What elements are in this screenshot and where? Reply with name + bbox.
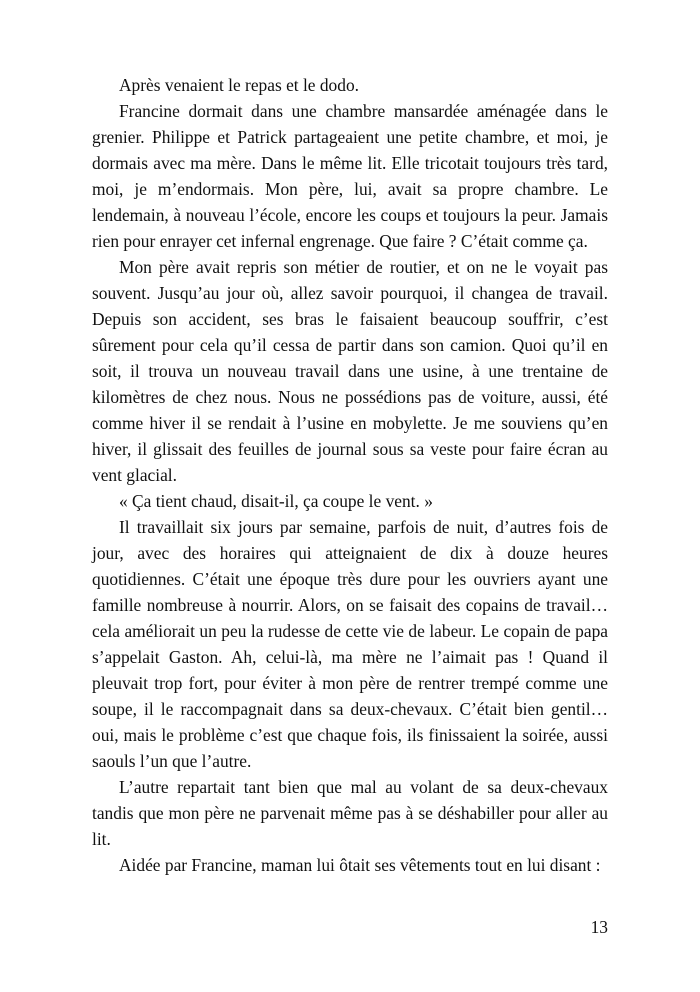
page-body (92, 72, 608, 878)
paragraph: Il travaillait six jours par semaine, parfois de nuit, d’autres fois de jour, avec des horaires qui atteignaient de dix à douze heures quotidiennes. C’était une époque très dure pour les ouvriers ayant une famille nombreuse à nourrir. Alors, on se faisait des copains de travail… cela améliorait un peu la rudesse de cette vie de labeur. Le copain de papa s’appelait Gaston. Ah, celui-là, ma mère ne l’aimait pas ! Quand il pleuvait trop fort, pour éviter à mon père de rentrer trempé comme une soupe, il le raccompagnait dans sa deux-chevaux. C’était bien gentil… oui, mais le problème c’est que chaque fois, ils finissaient la soirée, aussi saouls l’un que l’autre. (92, 517, 608, 771)
paragraph: Francine dormait dans une chambre mansardée aménagée dans le grenier. Philippe et Patrick partageaient une petite chambre, et moi, je dormais avec ma mère. Dans le même lit. Elle tricotait toujours très tard, moi, je m’endormais. Mon père, lui, avait sa propre chambre. Le lendemain, à nouveau l’école, encore les coups et toujours la peur. Jamais rien pour enrayer cet infernal engrenage. Que faire ? C’était comme ça. (92, 101, 608, 251)
paragraph: Aidée par Francine, maman lui ôtait ses vêtements tout en lui disant : (119, 855, 601, 875)
page-number: 13 (590, 917, 608, 937)
paragraph: « Ça tient chaud, disait-il, ça coupe le vent. » (119, 491, 433, 511)
paragraph: L’autre repartait tant bien que mal au volant de sa deux-chevaux tandis que mon père ne parvenait même pas à se déshabiller pour aller au lit. (92, 777, 608, 849)
paragraph: Mon père avait repris son métier de routier, et on ne le voyait pas souvent. Jusqu’au jour où, allez savoir pourquoi, il changea de travail. Depuis son accident, ses bras le faisaient beaucoup souffrir, c’est sûrement pour cela qu’il cessa de partir dans son camion. Quoi qu’il en soit, il trouva un nouveau travail dans une usine, à une trentaine de kilomètres de chez nous. Nous ne possédions pas de voiture, aussi, été comme hiver il se rendait à l’usine en mobylette. Je me souviens qu’en hiver, il glissait des feuilles de journal sous sa veste pour faire écran au vent glacial. (92, 257, 608, 485)
paragraph: Après venaient le repas et le dodo. (119, 75, 359, 95)
